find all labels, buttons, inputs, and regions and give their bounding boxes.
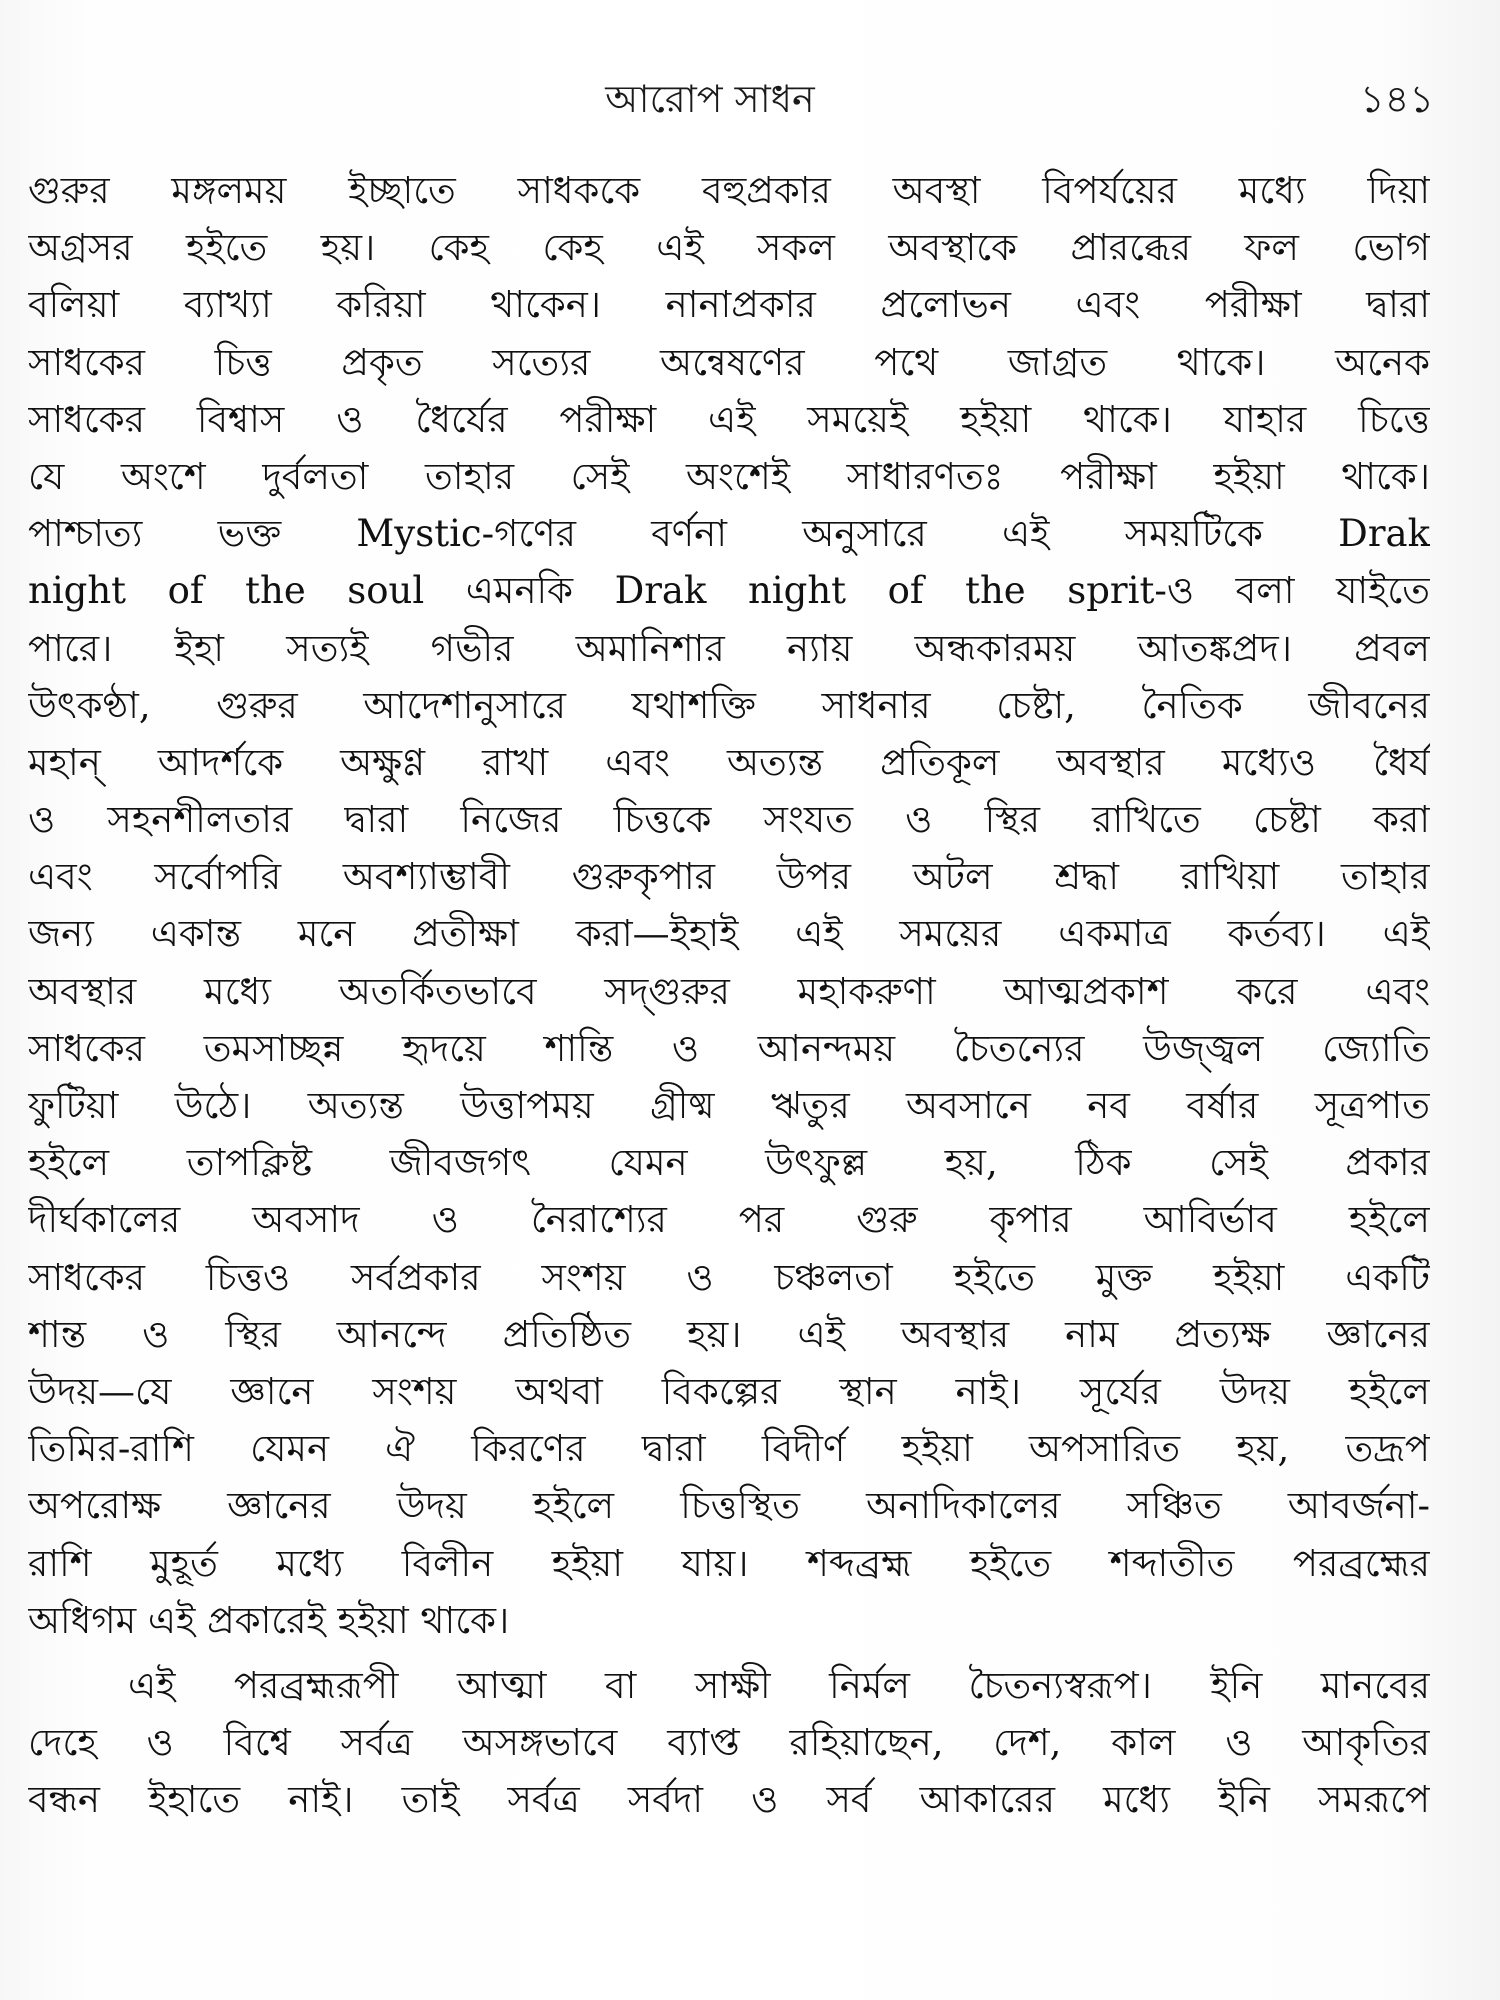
text-line: ও সহনশীলতার দ্বারা নিজের চিত্তকে সংযত ও স্থির রাখিতে চেষ্টা করা	[28, 798, 1430, 842]
text-line: উৎকণ্ঠা, গুরুর আদেশানুসারে যথাশক্তি সাধনার চেষ্টা, নৈতিক জীবনের	[28, 683, 1430, 727]
text-line: শান্ত ও স্থির আনন্দে প্রতিষ্ঠিত হয়। এই অবস্থার নাম প্রত্যক্ষ জ্ঞানের	[28, 1312, 1430, 1356]
text-line: এবং সর্বোপরি অবশ্যাম্ভাবী গুরুকৃপার উপর অটল শ্রদ্ধা রাখিয়া তাহার	[28, 855, 1430, 899]
text-line: সাধকের বিশ্বাস ও ধৈর্যের পরীক্ষা এই সময়েই হইয়া থাকে। যাহার চিত্তে	[28, 397, 1430, 441]
text-line: দেহে ও বিশ্বে সর্বত্র অসঙ্গভাবে ব্যাপ্ত রহিয়াছেন, দেশ, কাল ও আকৃতির	[28, 1721, 1430, 1765]
text-line: অবস্থার মধ্যে অতর্কিতভাবে সদ্গুরুর মহাকরুণা আত্মপ্রকাশ করে এবং	[28, 969, 1430, 1013]
body-text	[28, 162, 1430, 1828]
text-line: বলিয়া ব্যাখ্যা করিয়া থাকেন। নানাপ্রকার প্রলোভন এবং পরীক্ষা দ্বারা	[28, 283, 1430, 327]
running-title: আরোপ সাধন	[605, 77, 815, 121]
running-header	[0, 74, 1500, 124]
paragraph-break	[28, 1649, 1430, 1657]
text-line: যে অংশে দুর্বলতা তাহার সেই অংশেই সাধারণতঃ পরীক্ষা হইয়া থাকে।	[28, 454, 1430, 498]
text-line: সাধকের তমসাচ্ছন্ন হৃদয়ে শান্তি ও আনন্দময় চৈতন্যের উজ্জ্বল জ্যোতি	[28, 1026, 1430, 1070]
text-line: মহান্ আদর্শকে অক্ষুণ্ণ রাখা এবং অত্যন্ত প্রতিকূল অবস্থার মধ্যেও ধৈর্য	[28, 740, 1430, 784]
text-line: অধিগম এই প্রকারেই হইয়া থাকে।	[28, 1598, 510, 1642]
text-line: বন্ধন ইহাতে নাই। তাই সর্বত্র সর্বদা ও সর্ব আকারের মধ্যে ইনি সমরূপে	[28, 1778, 1430, 1822]
text-line: গুরুর মঙ্গলময় ইচ্ছাতে সাধককে বহুপ্রকার অবস্থা বিপর্যয়ের মধ্যে দিয়া	[28, 169, 1430, 212]
text-line: দীর্ঘকালের অবসাদ ও নৈরাশ্যের পর গুরু কৃপার আবির্ভাব হইলে	[28, 1198, 1430, 1242]
page-number: ১৪১	[1360, 77, 1434, 121]
text-line: সাধকের চিত্তও সর্বপ্রকার সংশয় ও চঞ্চলতা হইতে মুক্ত হইয়া একটি	[28, 1255, 1430, 1299]
text-line: তিমির-রাশি যেমন ঐ কিরণের দ্বারা বিদীর্ণ হইয়া অপসারিত হয়, তদ্রূপ	[28, 1427, 1430, 1471]
text-line: night of the soul এমনকি Drak night of the sprit-ও বলা যাইতে	[28, 569, 1430, 613]
text-line: অগ্রসর হইতে হয়। কেহ কেহ এই সকল অবস্থাকে প্রারব্ধের ফল ভোগ	[28, 226, 1430, 270]
text-line: এই পরব্রহ্মরূপী আত্মা বা সাক্ষী নির্মল চৈতন্যস্বরূপ। ইনি মানবের	[128, 1663, 1430, 1707]
text-line: পারে। ইহা সত্যই গভীর অমানিশার ন্যায় অন্ধকারময় আতঙ্কপ্রদ। প্রবল	[28, 626, 1430, 670]
text-line: উদয়—যে জ্ঞানে সংশয় অথবা বিকল্পের স্থান নাই। সূর্যের উদয় হইলে	[28, 1369, 1430, 1413]
text-line: ফুটিয়া উঠে। অত্যন্ত উত্তাপময় গ্রীষ্ম ঋতুর অবসানে নব বর্ষার সূত্রপাত	[28, 1084, 1430, 1127]
text-line: অপরোক্ষ জ্ঞানের উদয় হইলে চিত্তস্থিত অনাদিকালের সঞ্চিত আবর্জনা-	[28, 1484, 1430, 1528]
text-line: হইলে তাপক্লিষ্ট জীবজগৎ যেমন উৎফুল্ল হয়, ঠিক সেই প্রকার	[28, 1141, 1430, 1185]
text-line: রাশি মুহূর্ত মধ্যে বিলীন হইয়া যায়। শব্দব্রহ্ম হইতে শব্দাতীত পরব্রহ্মের	[28, 1541, 1430, 1585]
text-line: সাধকের চিত্ত প্রকৃত সত্যের অন্বেষণের পথে জাগ্রত থাকে। অনেক	[28, 340, 1430, 384]
text-line: পাশ্চাত্য ভক্ত Mystic-গণের বর্ণনা অনুসারে এই সময়টিকে Drak	[28, 512, 1430, 556]
text-line: জন্য একান্ত মনে প্রতীক্ষা করা—ইহাই এই সময়ের একমাত্র কর্তব্য। এই	[28, 912, 1430, 956]
